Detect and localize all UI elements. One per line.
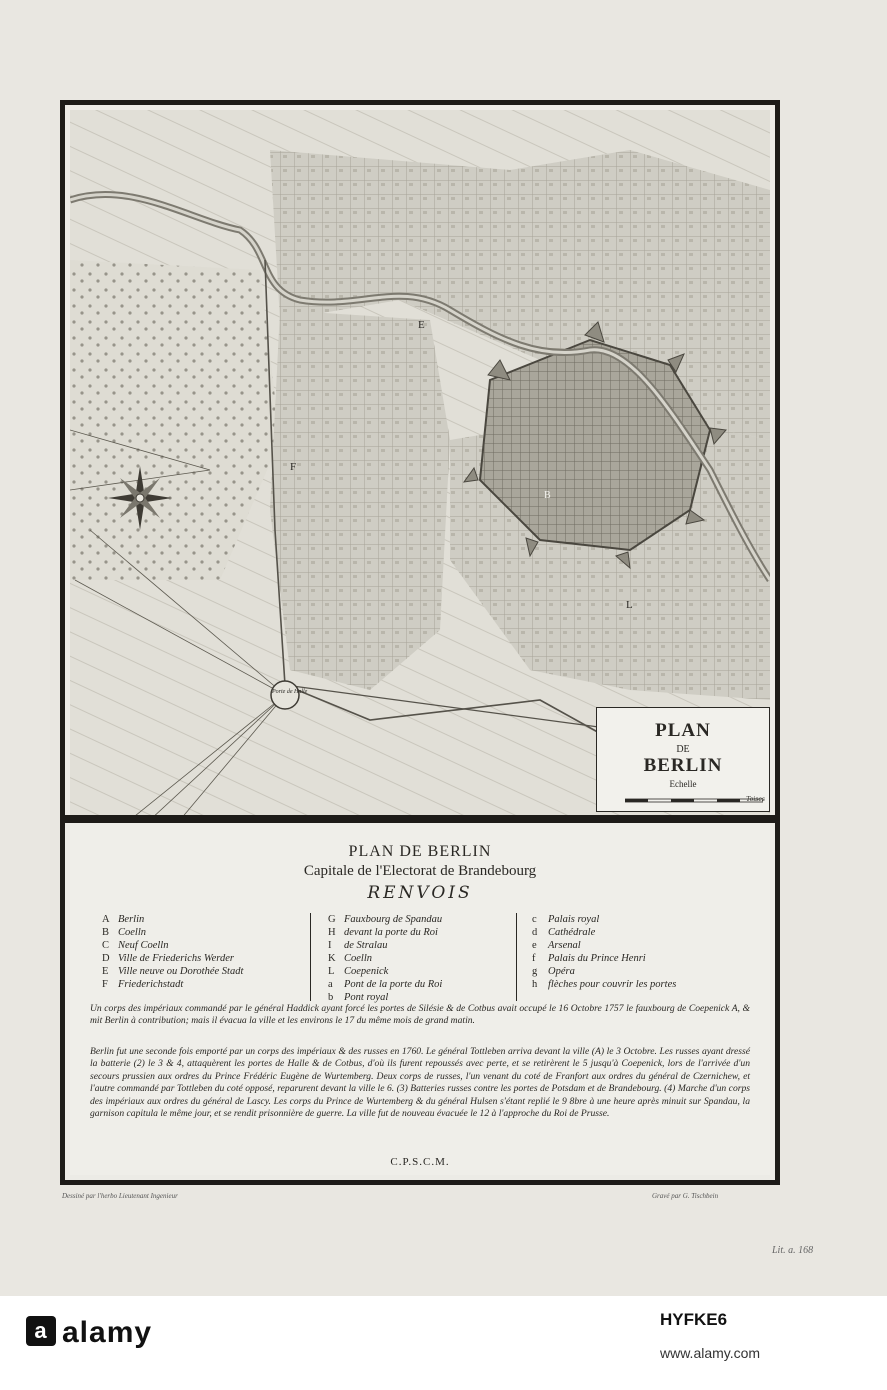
renvois-heading: RENVOIS [367,883,473,903]
history-paragraph-1757: Un corps des impériaux commandé par le général Haddick ayant forcé les portes de Silésie & de Cotbus avait occupé le 16 Octobre 1757 le fauxbourg de Coepenick A, & mit Berlin à contribution; mais il évacua la ville et les environs le 17 du même mois de grand matin. [90,1003,750,1027]
engraver-credit: Gravé par G. Tischbein [652,1192,719,1200]
legend-item: E Ville neuve ou Dorothée Stadt [102,966,244,977]
legend-column-2 [328,913,442,1004]
legend-item: A Berlin [102,914,145,925]
legend-divider-2 [516,913,517,1001]
stock-logo[interactable]: a alamy [26,1316,152,1350]
legend-item: B Coelln [102,927,146,938]
legend-item: I de Stralau [328,940,388,951]
legend-item: c Palais royal [532,914,600,925]
map-label-e: E [418,319,425,331]
stock-url[interactable]: www.alamy.com [660,1345,761,1361]
legend-item: H devant la porte du Roi [328,927,438,938]
legend-column-3 [532,913,676,991]
image-id: HYFKE6 [660,1310,728,1329]
legend-item: d Cathédrale [532,927,596,938]
map-cartouche [596,707,770,812]
map-label-l: L [626,599,633,611]
legend-item: D Ville de Friederichs Werder [102,953,234,964]
cartouche-scale-label: Echelle [669,779,697,789]
legend-item: f Palais du Prince Henri [532,953,646,964]
legend-item: e Arsenal [532,940,581,951]
catalog-mark: Lit. a. 168 [772,1245,814,1256]
legend-item: L Coepenick [328,966,389,977]
cartouche-de: DE [676,744,690,755]
panel-subtitle: Capitale de l'Electorat de Brandebourg [303,863,537,879]
panel-divider [60,815,780,823]
legend-item: h flèches pour couvrir les portes [532,979,677,990]
cartouche-plan: PLAN [655,720,711,741]
scale-unit: Toises [746,796,765,803]
legend-item: K Coelln [328,953,372,964]
scale-bar [625,798,763,804]
legend-item: G Fauxbourg de Spandau [328,914,443,925]
legend-divider-1 [310,913,311,1001]
legend-item: a Pont de la porte du Roi [328,979,443,990]
legend-item: g Opéra [532,966,575,977]
panel-title: PLAN DE BERLIN [348,843,492,860]
legend-item: C Neuf Coelln [102,940,169,951]
legend-item: b Pont royal [328,992,389,1003]
plate-signature: C.P.S.C.M. [390,1156,450,1168]
stock-logo-icon: a [26,1316,56,1346]
history-paragraph-1760: Berlin fut une seconde fois emporté par un corps des impériaux & des russes en 1760. Le général Tottleben arriva devant la ville (A) le 3 Octobre. Les russes ayant dressé la batterie (2) le 3 & 4, attaquèrent les portes de Halle & de Cotbus, d'où ils furent repoussés avec perte, et se retirèrent le 5 jusqu'à Coepenick, lors de l'arrivée d'un secours prussien aux ordres du Prince Frédéric Eugène de Wurtemberg. Deux corps de russes, l'un venant du coté de Franfort aux ordres du général de Czernichew, et l'autre commandé par Tottleben du coté opposé, reparurent devant la ville le 6. (3) Batteries russes contre les portes de Potsdam et de Brandebourg. (4) Marche d'un corps des impériaux aux ordres du général de Lascy. Les corps du Prince de Wurtemberg & du général Hulsen s'étant replié le 9 8bre à une heure après minuit sur Spandau, la garnison capitula le même jour, et se rendit prisonnière de guerre. La ville fut de nouveau évacuée le 12 à l'approche du Roi de Prusse. [90,1046,750,1120]
draughtsman-credit: Dessiné par l'herbo Lieutenant Ingenieur [62,1192,178,1200]
legend-column-1 [102,913,243,991]
legend-item: F Friederichstadt [102,979,184,990]
map-label-f: F [290,461,297,473]
legend-panel [70,823,770,1175]
map-label-b: B [544,490,551,501]
map-label-porte-halle: Porte de Halle [272,689,308,695]
cartouche-city: BERLIN [643,755,723,776]
